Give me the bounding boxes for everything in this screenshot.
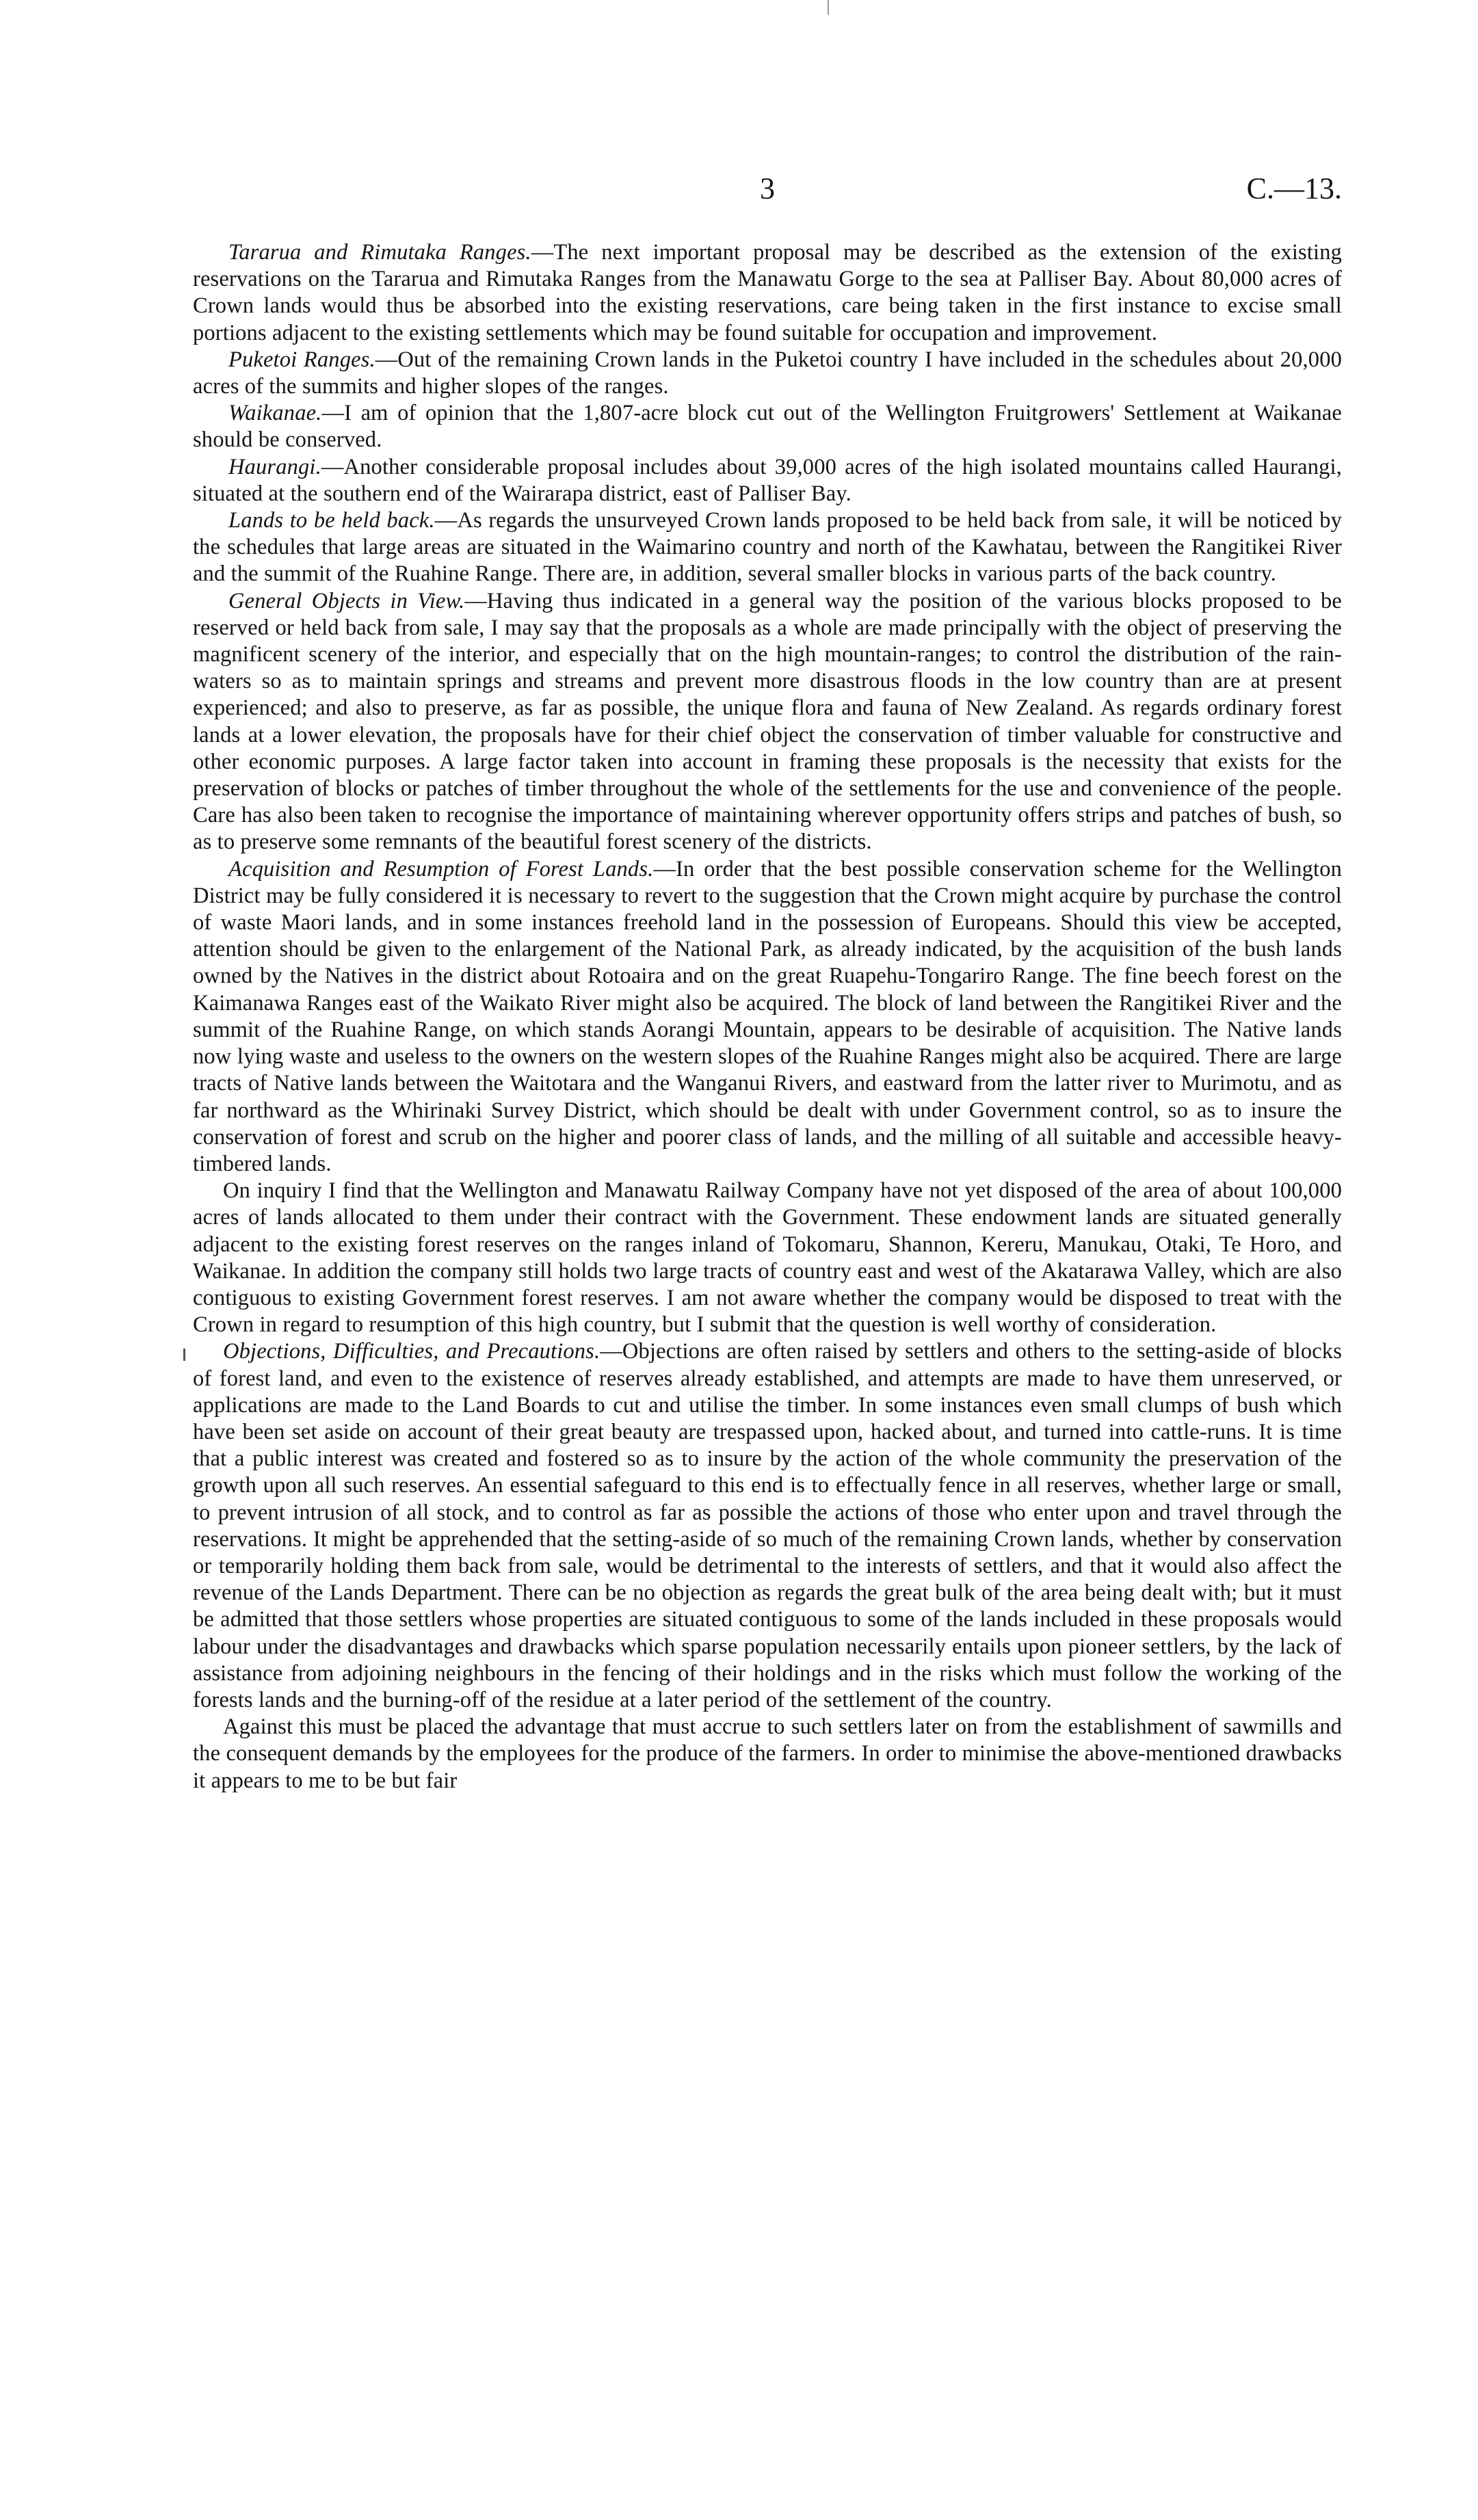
body-text (193, 239, 1342, 1794)
paragraph-heading: Acquisition and Resumption of Forest Lands. (228, 856, 654, 881)
paragraph-text: —I am of opinion that the 1,807-acre block cut out of the Wellington Fruitgrowers' Settlement at Waikanae should be conserved. (193, 401, 1342, 453)
paragraph-heading: Objections, Difficulties, and Precautions. (223, 1339, 601, 1364)
paragraph-text: —As regards the unsurveyed Crown lands proposed to be held back from sale, it will be noticed by the schedules that large areas are situated in the Waimarino country and north of the Kawhatau, between the Rangitikei River and the summit of the Ruahine Range. There are, in addition, several smaller blocks in various parts of the back country. (193, 508, 1342, 587)
paragraph-heading: Tararua and Rimutaka Ranges. (228, 240, 531, 265)
paragraph-text: —In order that the best possible conservation scheme for the Wellington District may be fully considered it is necessary to revert to the suggestion that the Crown might acquire by purchase the control of waste Maori lands, and in some instances freehold land in the possession of Europeans. Should this view be accepted, attention should be given to the enlargement of the National Park, as already indicated, by the acquisition of the bush lands owned by the Natives in the district about Rotoaira and on the great Ruapehu-Tongariro Range. The fine beech forest on the Kaimanawa Ranges east of the Waikato River might also be acquired. The block of land between the Rangitikei River and the summit of the Ruahine Range, on which stands Aorangi Mountain, appears to be desirable of acquisition. The Native lands now lying waste and useless to the owners on the western slopes of the Ruahine Ranges might also be acquired. There are large tracts of Native lands between the Waitotara and the Wanganui Rivers, and eastward from the latter river to Murimotu, and as far northward as the Whirinaki Survey District, which should be dealt with under Government control, so as to insure the conservation of forest and scrub on the higher and poorer class of lands, and the milling of all suitable and accessible heavy-timbered lands. (193, 856, 1342, 1176)
paragraph-tararua-rimutaka (193, 239, 1342, 347)
paragraph-haurangi (193, 454, 1342, 507)
paragraph-waikanae (193, 400, 1342, 453)
paragraph-advantage (193, 1714, 1342, 1794)
paragraph-heading: Haurangi. (228, 454, 321, 479)
page-header (193, 171, 1342, 219)
top-edge-mark (828, 0, 829, 15)
page-number: 3 (760, 172, 775, 205)
paragraph-acquisition (193, 856, 1342, 1178)
paragraph-heading: Lands to be held back. (228, 508, 435, 533)
paragraph-text: On inquiry I find that the Wellington and Manawatu Railway Company have not yet disposed of the area of about 100,000 acres of lands allocated to them under their contract with the Government. These endowment lands are situated generally adjacent to the existing forest reserves on the ranges inland of Tokomaru, Shannon, Kereru, Manukau, Otaki, Te Horo, and Waikanae. In addition the company still holds two large tracts of country east and west of the Akatarawa Valley, which are also contiguous to existing Government forest reserves. I am not aware whether the company would be disposed to treat with the Crown in regard to resumption of this high country, but I submit that the question is well worthy of consideration. (193, 1178, 1342, 1338)
paragraph-railway-company (193, 1178, 1342, 1338)
paragraph-text: —Another considerable proposal includes about 39,000 acres of the high isolated mountains called Haurangi, situated at the southern end of the Wairarapa district, east of Palliser Bay. (193, 454, 1342, 506)
margin-mark (183, 1349, 185, 1361)
paragraph-heading: Puketoi Ranges. (228, 347, 375, 372)
document-reference: C.—13. (1246, 172, 1342, 205)
paragraph-lands-held-back (193, 507, 1342, 588)
paragraph-general-objects (193, 588, 1342, 856)
paragraph-heading: Waikanae. (228, 401, 322, 426)
paragraph-puketoi (193, 347, 1342, 400)
document-page (193, 171, 1342, 1794)
paragraph-heading: General Objects in View. (228, 588, 465, 613)
paragraph-text: —Having thus indicated in a general way the position of the various blocks proposed to be reserved or held back from sale, I may say that the proposals as a whole are made principally with the object of preserving the magnificent scenery of the interior, and especially that on the high mountain-ranges; to control the distribution of the rain-waters so as to maintain springs and streams and prevent more disastrous floods in the low country than are at present experienced; and also to preserve, as far as possible, the unique flora and fauna of New Zealand. As regards ordinary forest lands at a lower elevation, the proposals have for their chief object the conservation of timber valuable for constructive and other economic purposes. A large factor taken into account in framing these proposals is the necessity that exists for the preservation of blocks or patches of timber throughout the whole of the settlements for the use and convenience of the people. Care has also been taken to recognise the importance of maintaining wherever opportunity offers strips and patches of bush, so as to preserve some remnants of the beautiful forest scenery of the districts. (193, 588, 1342, 855)
paragraph-objections (193, 1338, 1342, 1714)
paragraph-text: Against this must be placed the advantage that must accrue to such settlers later on from the establishment of sawmills and the consequent demands by the employees for the produce of the farmers. In order to minimise the above-mentioned drawbacks it appears to me to be but fair (193, 1714, 1342, 1793)
paragraph-text: —Out of the remaining Crown lands in the Puketoi country I have included in the schedules about 20,000 acres of the summits and higher slopes of the ranges. (193, 347, 1343, 399)
paragraph-text: —The next important proposal may be described as the extension of the existing reservations on the Tararua and Rimutaka Ranges from the Manawatu Gorge to the sea at Palliser Bay. About 80,000 acres of Crown lands would thus be absorbed into the existing reservations, care being taken in the first instance to excise small portions adjacent to the existing settlements which may be found suitable for occupation and improvement. (193, 240, 1342, 345)
paragraph-text: —Objections are often raised by settlers and others to the setting-aside of blocks of forest land, and even to the existence of reserves already established, and attempts are made to have them unreserved, or applications are made to the Land Boards to cut and utilise the timber. In some instances even small clumps of bush which have been set aside on account of their great beauty are trespassed upon, hacked about, and turned into cattle-runs. It is time that a public interest was created and fostered so as to insure by the action of the whole community the preservation of the growth upon all such reserves. An essential safeguard to this end is to effectually fence in all reserves, whether large or small, to prevent intrusion of all stock, and to control as far as possible the actions of those who enter upon and travel through the reservations. It might be apprehended that the setting-aside of so much of the remaining Crown lands, whether by conservation or temporarily holding them back from sale, would be detrimental to the interests of settlers, and that it would also affect the revenue of the Lands Department. There can be no objection as regards the great bulk of the area being dealt with; but it must be admitted that those settlers whose properties are situated contiguous to some of the lands included in these proposals would labour under the disadvantages and drawbacks which sparse population necessarily entails upon pioneer settlers, by the lack of assistance from adjoining neighbours in the fencing of their holdings and in the risks which must follow the working of the forests lands and the burning-off of the residue at a later period of the settlement of the country. (193, 1339, 1342, 1712)
